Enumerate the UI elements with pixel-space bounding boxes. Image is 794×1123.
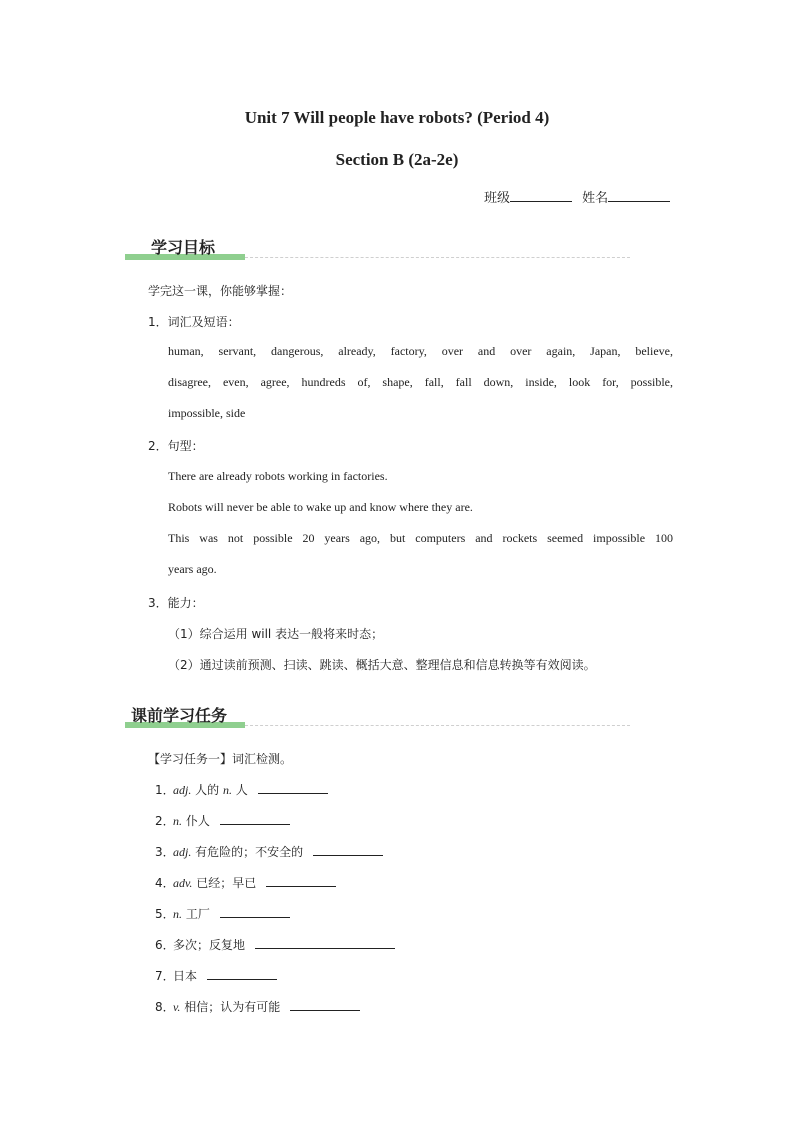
sentence-title: 2．句型： <box>148 439 204 453</box>
vocab-title: 1．词汇及短语： <box>148 315 240 329</box>
part-of-speech: n. <box>222 783 232 797</box>
ability-item: （2）通过读前预测、扫读、跳读、概括大意、整理信息和信息转换等有效阅读。 <box>168 658 596 672</box>
answer-blank[interactable] <box>266 874 336 887</box>
sentence-line: Robots will never be able to wake up and know where they are. <box>168 500 473 514</box>
vocab-item <box>155 936 395 953</box>
item-meaning: 已经；早已 <box>192 876 261 890</box>
vocab-line: human, servant, dangerous, already, factory, over and over again, Japan, believe, <box>168 344 673 358</box>
vocab-item <box>155 967 277 984</box>
item-meaning: 多次；反复地 <box>173 938 249 952</box>
item-number: 3． <box>155 845 175 859</box>
answer-blank[interactable] <box>290 998 360 1011</box>
section-header-pretask <box>125 702 630 728</box>
item-meaning: 日本 <box>173 969 201 983</box>
item-number: 8． <box>155 1000 175 1014</box>
part-of-speech: v. <box>173 1000 181 1014</box>
sentence-line: years ago. <box>168 562 217 576</box>
item-number: 5． <box>155 907 175 921</box>
part-of-speech: n. <box>173 814 182 828</box>
document-title: Unit 7 Will people have robots? (Period 4) <box>244 108 550 127</box>
vocab-line: impossible, side <box>168 406 246 420</box>
item-number: 7． <box>155 969 175 983</box>
answer-blank[interactable] <box>220 812 290 825</box>
vocab-item <box>155 843 383 860</box>
section-title: 课前学习任务 <box>131 706 228 725</box>
part-of-speech: n. <box>173 907 182 921</box>
section-divider <box>245 257 630 258</box>
vocab-line: disagree, even, agree, hundreds of, shape, fall, fall down, inside, look for, possible, <box>168 375 673 389</box>
vocab-item <box>155 781 328 798</box>
answer-blank[interactable] <box>255 936 395 949</box>
item-meaning: 仆人 <box>182 814 214 828</box>
task-title: 【学习任务一】词汇检测。 <box>148 752 293 766</box>
vocab-item <box>155 874 336 891</box>
item-number: 4． <box>155 876 175 890</box>
section-title: 学习目标 <box>151 238 216 257</box>
intro-text: 学完这一课，你能够掌握： <box>148 284 293 298</box>
part-of-speech: adj. <box>173 845 192 859</box>
item-meaning: 人 <box>231 783 252 797</box>
answer-blank[interactable] <box>207 967 277 980</box>
item-meaning: 有危险的；不安全的 <box>191 845 307 859</box>
vocab-item <box>155 812 290 829</box>
part-of-speech: adv. <box>173 876 193 890</box>
sentence-line: There are already robots working in factories. <box>168 469 388 483</box>
item-meaning: 人的 <box>191 783 223 797</box>
answer-blank[interactable] <box>220 905 290 918</box>
name-label: 姓名 <box>582 191 609 206</box>
vocab-item <box>155 998 360 1015</box>
item-meaning: 工厂 <box>182 907 214 921</box>
item-number: 1． <box>155 783 175 797</box>
document-subtitle: Section B (2a-2e) <box>335 150 459 169</box>
ability-title: 3．能力： <box>148 596 204 610</box>
section-header-goals <box>125 234 630 260</box>
ability-item: （1）综合运用 will 表达一般将来时态； <box>168 627 384 641</box>
part-of-speech: adj. <box>173 783 192 797</box>
item-number: 6． <box>155 938 175 952</box>
class-label: 班级 <box>484 191 511 206</box>
sentence-line: This was not possible 20 years ago, but computers and rockets seemed impossible 100 <box>168 531 673 545</box>
item-number: 2． <box>155 814 175 828</box>
name-blank[interactable] <box>608 189 670 202</box>
section-divider <box>245 725 630 726</box>
item-meaning: 相信；认为有可能 <box>180 1000 285 1014</box>
answer-blank[interactable] <box>258 781 328 794</box>
answer-blank[interactable] <box>313 843 383 856</box>
class-name-line <box>484 187 670 206</box>
vocab-item <box>155 905 290 922</box>
class-blank[interactable] <box>510 189 572 202</box>
